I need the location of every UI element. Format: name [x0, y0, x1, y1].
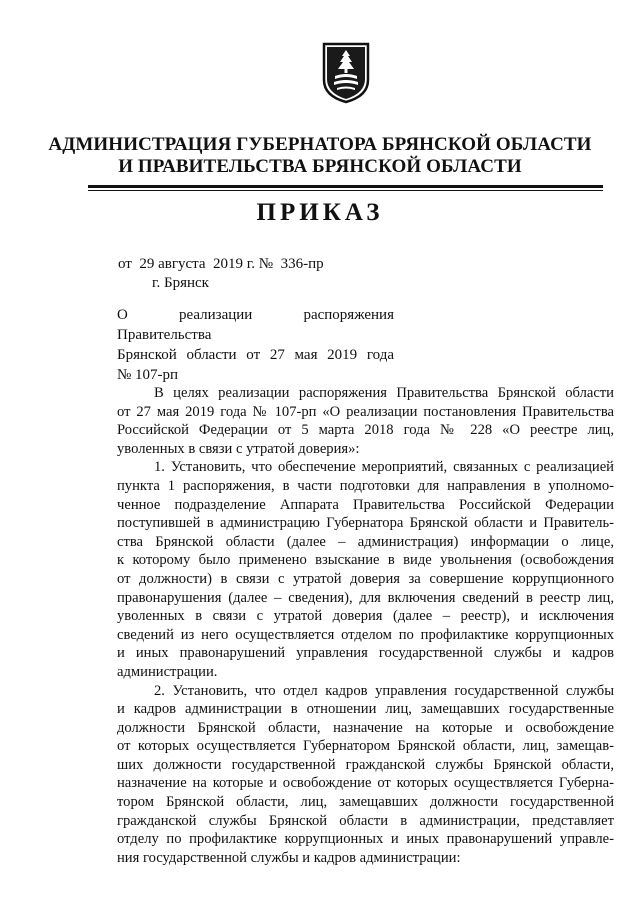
paragraph-item-2 — [117, 682, 614, 868]
text-line: от 27 мая 2019 года № 107-рп «О реализации постановления Правительства — [117, 403, 614, 420]
text-line: поступившей в администрацию Губернатора Брянской области и Правитель- — [117, 515, 614, 532]
paragraph-item-1 — [117, 458, 614, 681]
text-line: сведений из него осуществляется отделом по профилактике коррупционных — [117, 626, 614, 643]
text-line: пункта 1 распоряжения, в части подготовки для направления в уполномо- — [117, 477, 614, 494]
text-line: Российской Федерации от 5 марта 2018 года № 228 «О реестре лиц, — [117, 422, 614, 439]
org-name-line2: И ПРАВИТЕЛЬСТВА БРЯНСКОЙ ОБЛАСТИ — [118, 156, 522, 177]
text-line: ченное подразделение Аппарата Правительства Российской Федерации — [117, 496, 614, 513]
text-line: 1. Установить, что обеспечение мероприятий, связанных с реализацией — [154, 459, 614, 476]
text-line: и кадров администрации в отношении лиц, замещавших государственные — [117, 701, 614, 718]
text-line: отделу по профилактике коррупционных и иных правонарушений управле- — [117, 831, 614, 848]
text-line: от должности) в связи с утратой доверия за совершение коррупционного — [117, 570, 614, 587]
text-line: тором Брянской области, лиц, замещавших должности государственной — [117, 794, 614, 811]
text-line: к которому было применено взыскание в виде увольнения (освобождения — [117, 552, 614, 569]
subject-line: О реализации распоряжения Правительства — [117, 307, 394, 343]
subject-line: № 107-рп — [117, 367, 179, 383]
text-line: гражданской службы Брянской области в администрации, представляет — [117, 812, 614, 829]
text-line: уволенных в связи с утратой доверия»: — [117, 440, 360, 457]
header-divider-thin — [88, 190, 603, 191]
text-line: В целях реализации распоряжения Правительства Брянской области — [154, 385, 614, 401]
document-title: ПРИКАЗ — [256, 199, 384, 226]
text-line: администрации. — [117, 663, 218, 680]
text-line: ния государственной службы и кадров администрации: — [117, 849, 461, 866]
document-body — [117, 384, 614, 867]
header-divider-thick — [88, 185, 603, 188]
text-line: ших должности государственной гражданской службы Брянской области, — [117, 756, 614, 773]
bryansk-coat-of-arms-icon — [322, 42, 370, 104]
text-line: ства Брянской области (далее – администрация) информации о лице, — [117, 533, 614, 550]
subject-line: Брянской области от 27 мая 2019 года — [117, 347, 394, 363]
text-line: правонарушения (далее – сведения), для включения сведений в реестр лиц, — [117, 589, 614, 606]
text-line: назначение на которые и освобождение от которых осуществляется Губерна- — [117, 775, 614, 792]
date-number-line: от 29 августа 2019 г. № 336-пр — [118, 256, 324, 272]
org-name-line1: АДМИНИСТРАЦИЯ ГУБЕРНАТОРА БРЯНСКОЙ ОБЛАСТИ — [48, 134, 592, 155]
city: г. Брянск — [152, 275, 209, 291]
text-line: и иных правонарушений управления государственной службы и кадров — [117, 645, 614, 662]
text-line: должности Брянской области, назначение на которые и освобождение — [117, 719, 614, 736]
paragraph-preamble — [117, 384, 614, 458]
text-line: 2. Установить, что отдел кадров управления государственной службы — [154, 682, 614, 699]
text-line: от которых осуществляется Губернатором Брянской области, лиц, замещав- — [117, 738, 614, 755]
text-line: уволенных в связи с утратой доверия (далее – реестр), и исключения — [117, 608, 614, 625]
subject-block — [117, 305, 394, 385]
